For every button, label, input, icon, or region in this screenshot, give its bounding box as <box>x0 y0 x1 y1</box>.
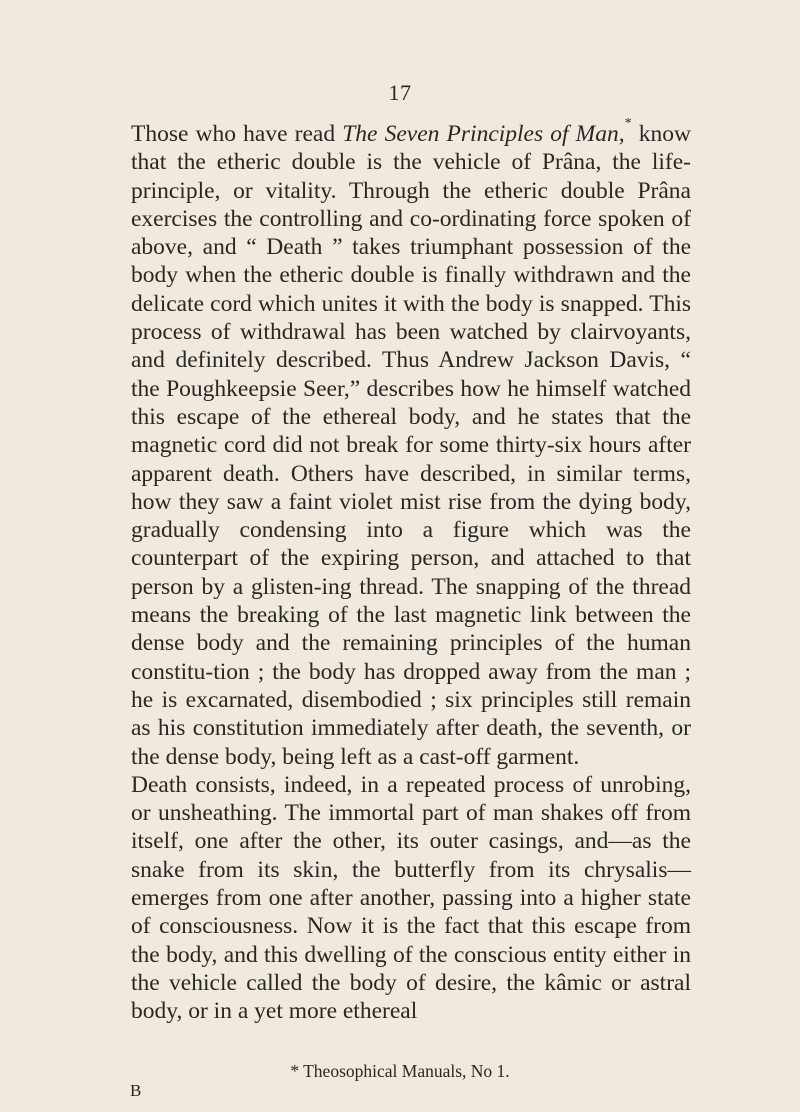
paragraph-1-rest: know that the etheric double is the vehicle of Prâna, the life-principle, or vitality. Through the etheric double Prâna exercises the controlling and co-ordinating force spoken of above, and “ Death ” takes triumphant possession of the body when the etheric double is finally withdrawn and the delicate cord which unites it with the body is snapped. This process of withdrawal has been watched by clairvoyants, and definitely described. Thus Andrew Jackson Davis, “ the Poughkeepsie Seer,” describes how he himself watched this escape of the ethereal body, and he states that the magnetic cord did not break for some thirty-six hours after apparent death. Others have described, in similar terms, how they saw a faint violet mist rise from the dying body, gradually condensing into a figure which was the counterpart of the expiring person, and attached to that person by a glisten-ing thread. The snapping of the thread means the breaking of the last magnetic link between the dense body and the remaining principles of the human constitu-tion ; the body has dropped away from the man ; he is excarnated, disembodied ; six principles still remain as his constitution immediately after death, the seventh, or the dense body, being left as a cast-off garment. <box>131 121 691 770</box>
page-number: 17 <box>388 80 412 105</box>
paragraph-1-start: Those who have read <box>131 121 343 147</box>
paragraph-2: Death consists, indeed, in a repeated process of unrobing, or unsheathing. The immortal part of man shakes off from itself, one after the other, its outer casings, and—as the snake from its skin, the butterfly from its chrysalis—emerges from one after another, passing into a higher state of consciousness. Now it is the fact that this escape from the body, and this dwelling of the conscious entity either in the vehicle called the body of desire, the kâmic or astral body, or in a yet more ethereal <box>131 771 691 1025</box>
body-text <box>131 116 691 1026</box>
footnote-mark: * <box>624 116 632 131</box>
paragraph-1 <box>131 116 691 771</box>
footnote: * Theosophical Manuals, No 1. <box>290 1061 510 1081</box>
book-title: The Seven Principles of Man, <box>342 121 625 147</box>
signature-mark: B <box>130 1081 142 1100</box>
